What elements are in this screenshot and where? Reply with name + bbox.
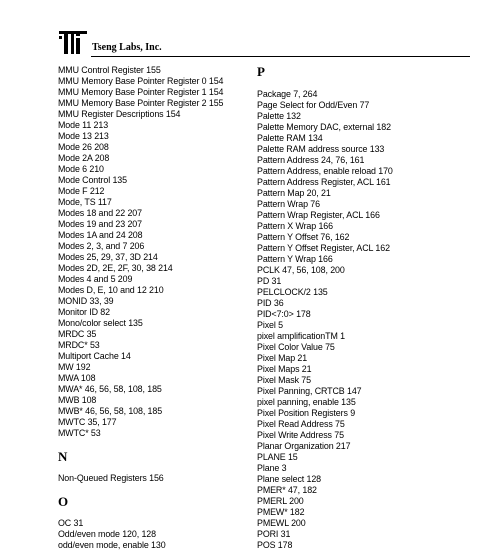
index-entry: Pixel Write Address 75 — [257, 430, 344, 440]
index-entry: Mode, TS 117 — [58, 197, 112, 207]
index-entry: Palette RAM 134 — [257, 133, 323, 143]
index-entry: Mode 13 213 — [58, 131, 109, 141]
index-entry: MMU Control Register 155 — [58, 65, 161, 75]
header-rule — [91, 56, 470, 57]
index-entry: Pixel Mask 75 — [257, 375, 311, 385]
index-entry: Modes D, E, 10 and 12 210 — [58, 285, 164, 295]
index-entry: MONID 33, 39 — [58, 296, 114, 306]
index-entry: Modes 19 and 23 207 — [58, 219, 142, 229]
index-entry: Non-Queued Registers 156 — [58, 473, 164, 483]
index-entry: Palette 132 — [257, 111, 301, 121]
index-entry: MMU Memory Base Pointer Register 2 155 — [58, 98, 224, 108]
section-heading-n: N — [58, 449, 68, 464]
index-entry: Monitor ID 82 — [58, 307, 110, 317]
index-entry: Modes 2, 3, and 7 206 — [58, 241, 145, 251]
index-entry: Pixel Read Address 75 — [257, 419, 345, 429]
index-entry: Mode F 212 — [58, 186, 105, 196]
index-section-m — [58, 65, 248, 439]
index-entry: odd/even mode, enable 130 — [58, 540, 166, 550]
index-entry: Multiport Cache 14 — [58, 351, 131, 361]
index-entry: Pattern Wrap 76 — [257, 199, 320, 209]
index-entry: OC 31 — [58, 518, 84, 528]
index-entry: Palette RAM address source 133 — [257, 144, 385, 154]
index-column-right — [257, 65, 472, 551]
index-entry: Pixel Maps 21 — [257, 364, 312, 374]
index-entry: MWA 108 — [58, 373, 96, 383]
index-entry: MMU Memory Base Pointer Register 1 154 — [58, 87, 224, 97]
index-entry: Page Select for Odd/Even 77 — [257, 100, 370, 110]
index-entry: Modes 18 and 22 207 — [58, 208, 142, 218]
index-entry: Pattern Y Offset Register, ACL 162 — [257, 243, 390, 253]
index-entry: Mono/color select 135 — [58, 318, 143, 328]
index-entry: PID 36 — [257, 298, 284, 308]
index-entry: Modes 2D, 2E, 2F, 30, 38 214 — [58, 263, 173, 273]
index-entry: MRDC 35 — [58, 329, 97, 339]
page-header — [58, 30, 470, 58]
index-entry: PD 31 — [257, 276, 282, 286]
index-entry: pixel amplificationTM 1 — [257, 331, 345, 341]
index-entry: Pixel Map 21 — [257, 353, 308, 363]
index-entry: Modes 25, 29, 37, 3D 214 — [58, 252, 158, 262]
index-entry: PCLK 47, 56, 108, 200 — [257, 265, 345, 275]
tseng-labs-logo — [58, 30, 88, 56]
index-entry: MW 192 — [58, 362, 91, 372]
index-entry: Pixel 5 — [257, 320, 283, 330]
index-entry: Modes 1A and 24 208 — [58, 230, 143, 240]
index-entry: Modes 4 and 5 209 — [58, 274, 133, 284]
index-entry: Package 7, 264 — [257, 89, 318, 99]
index-entry: Plane select 128 — [257, 474, 322, 484]
index-entry: MWTC 35, 177 — [58, 417, 117, 427]
index-entry: Pixel Position Registers 9 — [257, 408, 356, 418]
index-entry: Pattern Address Register, ACL 161 — [257, 177, 391, 187]
index-entry: MWTC* 53 — [58, 428, 101, 438]
index-entry: MWB 108 — [58, 395, 97, 405]
index-entry: Pattern Y Wrap 166 — [257, 254, 333, 264]
index-section-p — [257, 89, 472, 551]
index-entry: PELCLOCK/2 135 — [257, 287, 328, 297]
index-entry: MRDC* 53 — [58, 340, 100, 350]
index-entry: Pixel Color Value 75 — [257, 342, 335, 352]
index-entry: PMERL 200 — [257, 496, 304, 506]
index-entry: Pattern Wrap Register, ACL 166 — [257, 210, 380, 220]
index-entry: MMU Memory Base Pointer Register 0 154 — [58, 76, 224, 86]
index-entry: Pattern Address 24, 76, 161 — [257, 155, 365, 165]
company-name: Tseng Labs, Inc. — [92, 42, 162, 53]
index-entry: PMEW* 182 — [257, 507, 305, 517]
index-column-left — [58, 65, 248, 551]
index-entry: PID<7:0> 178 — [257, 309, 311, 319]
index-entry: Pattern Address, enable reload 170 — [257, 166, 393, 176]
index-entry: Pixel Panning, CRTCB 147 — [257, 386, 362, 396]
index-entry: Palette Memory DAC, external 182 — [257, 122, 391, 132]
index-entry: PMER* 47, 182 — [257, 485, 317, 495]
section-heading-o: O — [58, 494, 69, 509]
index-entry: PMEWL 200 — [257, 518, 306, 528]
index-entry: Pattern X Wrap 166 — [257, 221, 333, 231]
index-section-n — [58, 473, 248, 484]
index-entry: Planar Organization 217 — [257, 441, 351, 451]
index-entry: pixel panning, enable 135 — [257, 397, 356, 407]
index-entry: MMU Register Descriptions 154 — [58, 109, 181, 119]
index-entry: Odd/even mode 120, 128 — [58, 529, 156, 539]
section-heading-p: P — [257, 64, 265, 79]
index-entry: Mode 2A 208 — [58, 153, 110, 163]
index-section-o — [58, 518, 248, 551]
index-entry: Pattern Y Offset 76, 162 — [257, 232, 350, 242]
index-entry: MWA* 46, 56, 58, 108, 185 — [58, 384, 162, 394]
index-entry: Mode 6 210 — [58, 164, 104, 174]
index-entry: Mode 11 213 — [58, 120, 109, 130]
index-entry: Pattern Map 20, 21 — [257, 188, 331, 198]
index-entry: Mode 26 208 — [58, 142, 109, 152]
index-entry: PORI 31 — [257, 529, 291, 539]
index-entry: Mode Control 135 — [58, 175, 127, 185]
index-entry: MWB* 46, 56, 58, 108, 185 — [58, 406, 163, 416]
index-entry: PLANE 15 — [257, 452, 298, 462]
index-entry: Plane 3 — [257, 463, 287, 473]
index-entry: POS 178 — [257, 540, 293, 550]
